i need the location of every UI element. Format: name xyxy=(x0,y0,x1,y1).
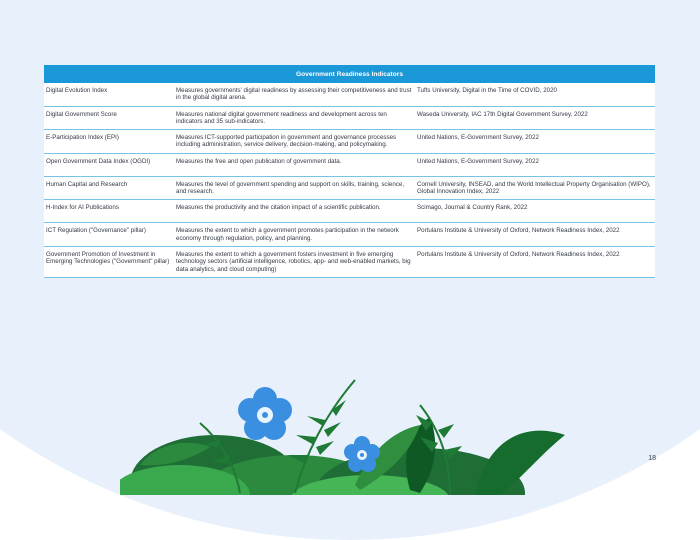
indicator-cell: Open Government Data Index (OGDI) xyxy=(44,153,174,176)
source-cell: Portulans Institute & University of Oxford, Network Readiness Index, 2022 xyxy=(415,223,655,247)
table-header-row xyxy=(44,65,655,83)
description-cell: Measures ICT-supported participation in government and governance processes including administration, service delivery, decision-making, and policymaking. xyxy=(174,130,415,154)
page-number: 18 xyxy=(648,455,656,462)
description-cell: Measures the free and open publication of government data. xyxy=(174,153,415,176)
source-cell: United Nations, E-Government Survey, 2022 xyxy=(415,153,655,176)
table-row xyxy=(44,223,655,247)
indicator-cell: H-Index for AI Publications xyxy=(44,200,174,223)
table-header: Government Readiness Indicators xyxy=(44,65,655,83)
source-cell: Tufts University, Digital in the Time of COVID, 2020 xyxy=(415,83,655,106)
indicator-cell: Digital Government Score xyxy=(44,106,174,130)
source-cell: Waseda University, IAC 17th Digital Government Survey, 2022 xyxy=(415,106,655,130)
description-cell: Measures national digital government readiness and development across ten indicators and 35 sub-indicators. xyxy=(174,106,415,130)
description-cell: Measures governments' digital readiness by assessing their competitiveness and trust in the global digital arena. xyxy=(174,83,415,106)
table-row xyxy=(44,246,655,277)
indicator-cell: ICT Regulation ("Governance" pillar) xyxy=(44,223,174,247)
indicators-table-container xyxy=(44,65,655,278)
source-cell: Portulans Institute & University of Oxford, Network Readiness Index, 2022 xyxy=(415,246,655,277)
description-cell: Measures the extent to which a government promotes participation in the network economy through regulation, policy, and planning. xyxy=(174,223,415,247)
indicator-cell: E-Participation Index (EPI) xyxy=(44,130,174,154)
table-row xyxy=(44,130,655,154)
table-row xyxy=(44,83,655,106)
indicator-cell: Human Capital and Research xyxy=(44,176,174,200)
indicators-table xyxy=(44,65,655,278)
table-row xyxy=(44,200,655,223)
description-cell: Measures the level of government spending and support on skills, training, science, and research. xyxy=(174,176,415,200)
flower-large xyxy=(238,387,292,440)
description-cell: Measures the extent to which a government fosters investment in five emerging technology sectors (artificial intelligence, robotics, app- and web-enabled markets, big data analytics, and cloud computing) xyxy=(174,246,415,277)
foliage-illustration xyxy=(120,375,580,495)
source-cell: Scimago, Journal & Country Rank, 2022 xyxy=(415,200,655,223)
table-row xyxy=(44,106,655,130)
indicator-cell: Digital Evolution Index xyxy=(44,83,174,106)
indicator-cell: Government Promotion of Investment in Emerging Technologies ("Government" pillar) xyxy=(44,246,174,277)
description-cell: Measures the productivity and the citation impact of a scientific publication. xyxy=(174,200,415,223)
source-cell: United Nations, E-Government Survey, 2022 xyxy=(415,130,655,154)
table-row xyxy=(44,176,655,200)
source-cell: Cornell University, INSEAD, and the World Intellectual Property Organisation (WIPO), Global Innovation Index, 2022 xyxy=(415,176,655,200)
table-row xyxy=(44,153,655,176)
flower-small xyxy=(344,436,380,472)
